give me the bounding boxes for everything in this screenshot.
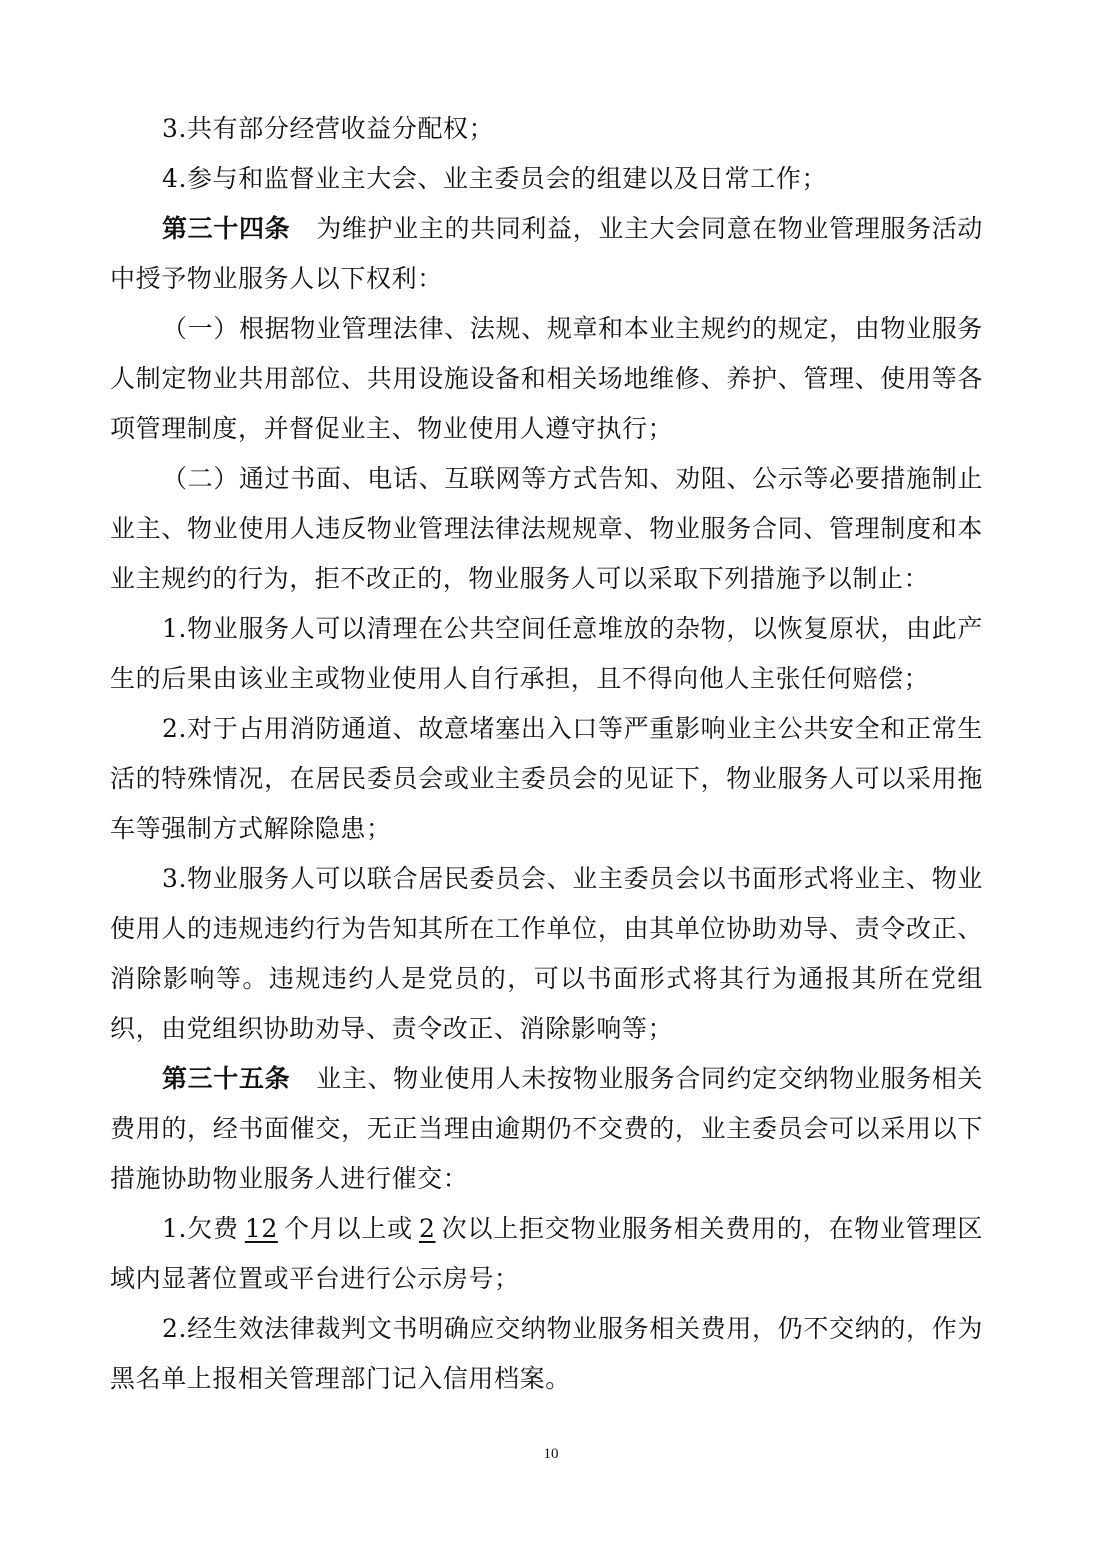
paragraph: 4.参与和监督业主大会、业主委员会的组建以及日常工作； bbox=[162, 164, 828, 193]
item-middle: 个月以上或 bbox=[283, 1214, 413, 1243]
article-34-heading: 第三十四条 bbox=[162, 214, 291, 243]
article-34-item: （二）通过书面、电话、互联网等方式告知、劝阻、公示等必要措施制止业主、物业使用人违反物业管理法律法规规章、物业服务合同、管理制度和本业主规约的行为，拒不改正的，物业服务人可以采取下列措施予以制止： bbox=[110, 464, 983, 593]
article-34-item: 3.物业服务人可以联合居民委员会、业主委员会以书面形式将业主、物业使用人的违规违约行为告知其所在工作单位，由其单位协助劝导、责令改正、消除影响等。违规违约人是党员的，可以书面形式将其行为通报其所在党组织，由党组织协助劝导、责令改正、消除影响等； bbox=[110, 864, 983, 1043]
article-34-item: 1.物业服务人可以清理在公共空间任意堆放的杂物，以恢复原状，由此产生的后果由该业主或物业使用人自行承担，且不得向他人主张任何赔偿； bbox=[110, 614, 983, 693]
article-34-item: （一）根据物业管理法律、法规、规章和本业主规约的规定，由物业服务人制定物业共用部位、共用设施设备和相关场地维修、养护、管理、使用等各项管理制度，并督促业主、物业使用人遵守执行； bbox=[110, 314, 983, 443]
article-34-item: 2.对于占用消防通道、故意堵塞出入口等严重影响业主公共安全和正常生活的特殊情况，在居民委员会或业主委员会的见证下，物业服务人可以采用拖车等强制方式解除隐患； bbox=[110, 714, 983, 843]
article-35-text: 业主、物业使用人未按物业服务合同约定交纳物业服务相关费用的，经书面催交，无正当理由逾期仍不交费的，业主委员会可以采用以下措施协助物业服务人进行催交： bbox=[110, 1064, 983, 1193]
article-35-item-2: 2.经生效法律裁判文书明确应交纳物业服务相关费用，仍不交纳的，作为黑名单上报相关管理部门记入信用档案。 bbox=[110, 1314, 983, 1393]
times-blank: 2 bbox=[418, 1214, 436, 1243]
months-blank: 12 bbox=[244, 1214, 278, 1243]
document-body bbox=[110, 104, 983, 1404]
item-suffix: 次以上拒交物业服务相关费用的，在物业管理区域内显著位置或平台进行公示房号； bbox=[110, 1214, 983, 1293]
paragraph: 3.共有部分经营收益分配权； bbox=[162, 114, 495, 143]
article-35 bbox=[110, 1054, 983, 1204]
article-34 bbox=[110, 204, 983, 304]
article-35-item-1 bbox=[110, 1204, 983, 1304]
article-34-text: 为维护业主的共同利益，业主大会同意在物业管理服务活动中授予物业服务人以下权利： bbox=[110, 214, 983, 293]
article-35-heading: 第三十五条 bbox=[162, 1064, 291, 1093]
item-prefix: 1.欠费 bbox=[162, 1214, 239, 1243]
page-number: 10 bbox=[543, 1446, 559, 1462]
